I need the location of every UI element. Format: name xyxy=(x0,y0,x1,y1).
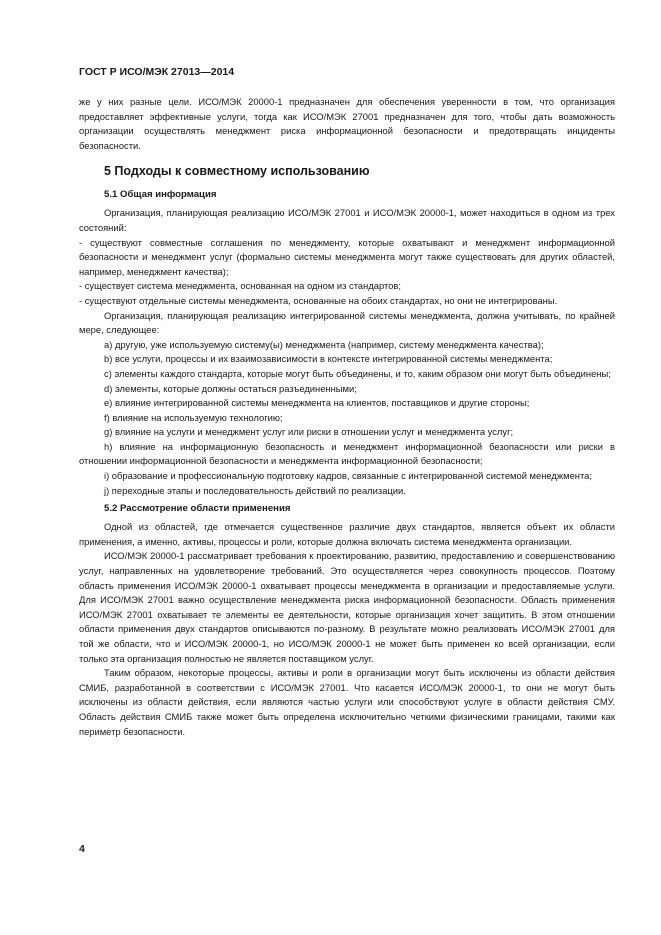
list-item: a) другую, уже используемую систему(ы) менеджмента (например, систему менеджмента качества); xyxy=(104,338,544,350)
subsection-title-5-1: 5.1 Общая информация xyxy=(104,189,217,201)
list-item: j) переходные этапы и последовательность действий по реализации. xyxy=(104,484,406,496)
list-item: h) влияние на информационную безопасность и менеджмент информационной безопасности или риски в отношении информационной безопасности и менеджмента информационной безопасности; xyxy=(79,440,615,467)
section-title: 5 Подходы к совместному использованию xyxy=(104,164,370,179)
dash-item: - существуют отдельные системы менеджмента, основанные на обоих стандартах, но они не интегрированы. xyxy=(79,294,558,306)
list-item: g) влияние на услуги и менеджмент услуг или риски в отношении услуг и менеджмента услуг; xyxy=(104,426,514,438)
paragraph: Организация, планирующая реализацию ИСО/МЭК 27001 и ИСО/МЭК 20000-1, может находиться в одном из трех состояний: xyxy=(79,207,615,233)
subsection-title-5-2: 5.2 Рассмотрение области применения xyxy=(104,503,291,515)
list-item: f) влияние на используемую технологию; xyxy=(104,411,283,423)
document-header: ГОСТ Р ИСО/МЭК 27013—2014 xyxy=(79,66,235,78)
dash-item: - существует система менеджмента, основанная на одном из стандартов; xyxy=(79,280,402,292)
list-item: d) элементы, которые должны остаться разъединенными; xyxy=(104,382,357,394)
list-item: b) все услуги, процессы и их взаимозависимости в контексте интегрированной системы менеджмента; xyxy=(104,353,553,365)
paragraph: ИСО/МЭК 20000-1 рассматривает требования к проектированию, развитию, предоставлению и совершенствованию услуг, направленных на удовлетворение требований. Это осуществляется через совокупность процессов. Поэтому область применения ИСО/МЭК 20000-1 охватывает процессы менеджмента в организации и предоставляемые услуги. Для ИСО/МЭК 27001 важно осуществление менеджмента риска информационной безопасности. Область применения ИСО/МЭК 27001 охватывает те элементы ее деятельности, которые организация хочет защитить. В этом отношении области применения двух стандартов описываются по-разному. В результате можно реализовать ИСО/МЭК 27001 для той же области, что и ИСО/МЭК 20000-1, но ИСО/МЭК 20000-1 не может быть применен ко всей организации, если только эта организация полностью не является поставщиком услуг. xyxy=(79,550,615,664)
document-body xyxy=(79,95,615,739)
list-item: c) элементы каждого стандарта, которые могут быть объединены, и то, каким образом они могут быть объединены; xyxy=(104,367,611,379)
list-item: i) образование и профессиональную подготовку кадров, связанные с интегрированной системой менеджмента; xyxy=(104,470,592,482)
page-number: 4 xyxy=(79,843,85,855)
list-item: e) влияние интегрированной системы менеджмента на клиентов, поставщиков и другие стороны; xyxy=(104,397,530,409)
dash-item: - существуют совместные соглашения по менеджменту, которые охватывают и менеджмент информационной безопасности и менеджмент услуг (формально системы менеджмента могут также существовать для других областей, например, менеджмент качества); xyxy=(79,236,615,277)
intro-paragraph: же у них разные цели. ИСО/МЭК 20000-1 предназначен для обеспечения уверенности в том, что организация предоставляет эффективные услуги, тогда как ИСО/МЭК 27001 предназначен для того, чтобы дать возможность организации осуществлять менеджмент риска информационной безопасности и предотвращать инциденты безопасности. xyxy=(79,96,615,151)
paragraph: Организация, планирующая реализацию интегрированной системы менеджмента, должна учитывать, по крайней мере, следующее: xyxy=(79,309,615,336)
paragraph: Одной из областей, где отмечается существенное различие двух стандартов, является объект их области применения, а именно, активы, процессы и роли, которые должна включать система менеджмента организации. xyxy=(79,521,615,547)
paragraph: Таким образом, некоторые процессы, активы и роли в организации могут быть исключены из области действия СМИБ, разработанной в соответствии с ИСО/МЭК 27001. Что касается ИСО/МЭК 20000-1, то они не могут быть исключены из области действия, если являются частью услуги или способствуют услуге в области действия СМУ. Область действия СМИБ также может быть определена исключительно четкими физическими границами, такими как периметр безопасности. xyxy=(79,667,615,737)
